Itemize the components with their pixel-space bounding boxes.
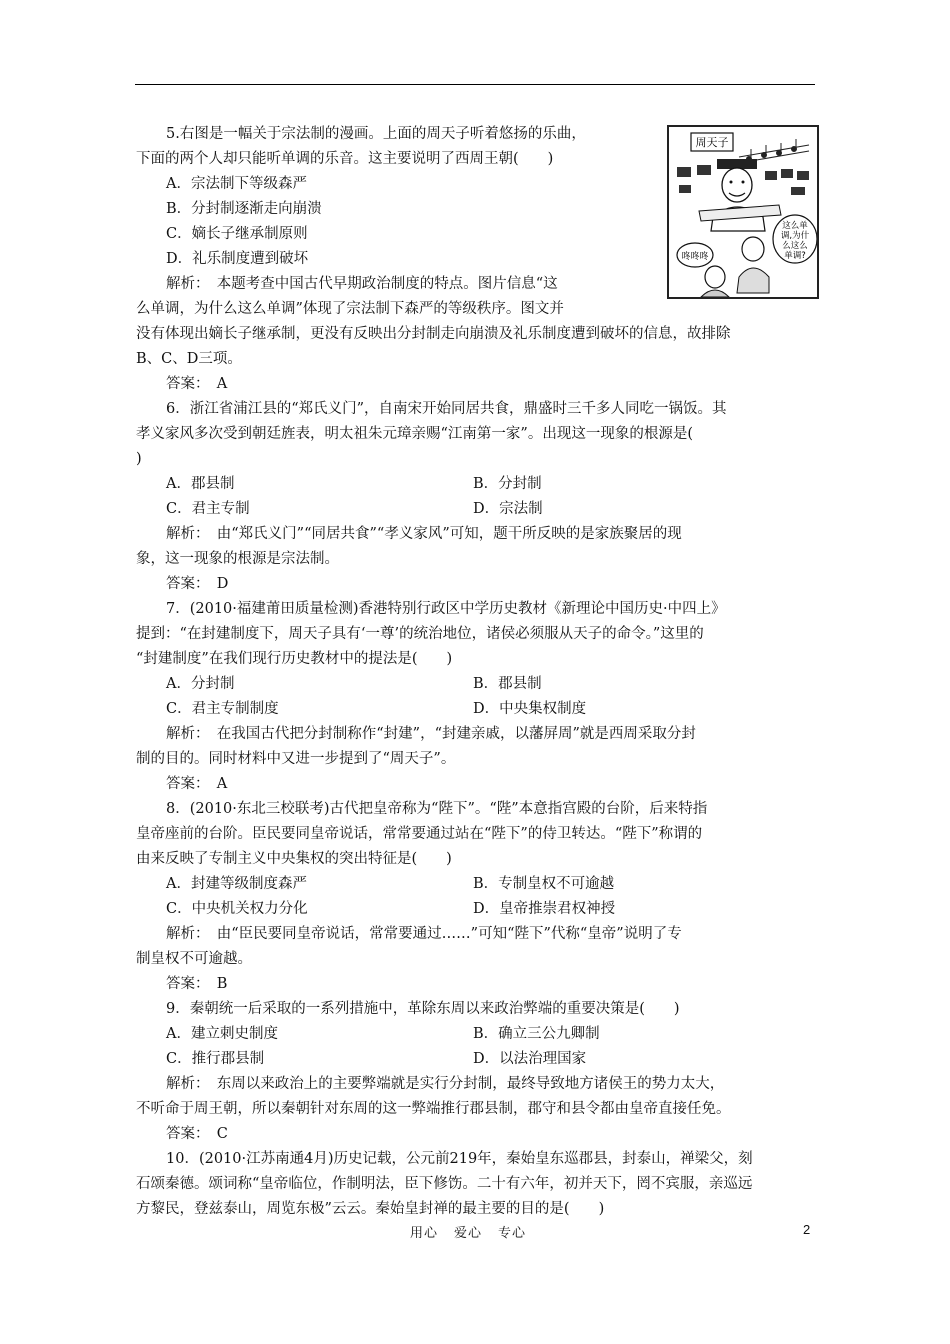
q5-answer: 答案： A	[166, 376, 228, 392]
q8-answer: 答案： B	[166, 976, 228, 992]
footer-motto-3: 专心	[498, 1226, 527, 1241]
q7-options-row-1	[136, 672, 816, 697]
header-rule	[135, 84, 815, 85]
q6-option-c: C．君主专制	[166, 501, 250, 517]
q5-option-b: B．分封制逐渐走向崩溃	[166, 201, 322, 217]
q5-analysis-line-2: 么单调，为什么这么单调”体现了宗法制下森严的等级秩序。图文并	[136, 301, 564, 317]
q9-option-d: D．以法治理国家	[473, 1051, 587, 1067]
document-body	[136, 122, 816, 1222]
q5-option-a: A．宗法制下等级森严	[166, 176, 307, 192]
footer-motto-1: 用心	[410, 1226, 439, 1241]
cartoon-bubble-right-2: 调,为什	[780, 231, 810, 241]
q8-stem-line-3: 由来反映了专制主义中央集权的突出特征是( )	[136, 851, 452, 867]
cartoon-bubble-right-3: 么这么	[782, 241, 808, 251]
q8-option-d: D．皇帝推崇君权神授	[473, 901, 616, 917]
q6-stem-line-3: )	[136, 451, 142, 467]
q9-analysis-line-2: 不听命于周王朝，所以秦朝针对东周的这一弊端推行郡县制，郡守和县令都由皇帝直接任免。	[136, 1101, 731, 1117]
q6-answer: 答案： D	[166, 576, 229, 592]
q6-analysis-line-2: 象，这一现象的根源是宗法制。	[136, 551, 339, 567]
q10-stem-line-1: 10．(2010·江苏南通4月)历史记载，公元前219年，秦始皇东巡郡县，封泰山，禅梁父，刻	[166, 1151, 753, 1167]
q7-option-c: C．君主专制制度	[166, 701, 279, 717]
q7-stem-line-2: 提到：“在封建制度下，周天子具有‘一尊’的统治地位，诸侯必须服从天子的命令。”这里的	[136, 626, 704, 642]
q6-stem-line-1: 6．浙江省浦江县的“郑氏义门”，自南宋开始同居共食，鼎盛时三千多人同吃一锅饭。其	[166, 401, 727, 417]
q5-stem-line-2: 下面的两个人却只能听单调的乐音。这主要说明了西周王朝( )	[136, 151, 554, 167]
cartoon-label-top: 周天子	[695, 136, 729, 149]
q10-stem-line-3: 方黎民，登兹泰山，周览东极”云云。秦始皇封禅的最主要的目的是( )	[136, 1201, 605, 1217]
q5-analysis-line-1: 解析： 本题考查中国古代早期政治制度的特点。图片信息“这	[166, 276, 558, 292]
q5-analysis-line-4: B、C、D三项。	[136, 351, 242, 367]
q8-options-row-1	[136, 872, 816, 897]
cartoon-bubble-left: 咚咚咚	[681, 252, 709, 262]
q8-analysis-line-2: 制皇权不可逾越。	[136, 951, 252, 967]
q6-analysis-line-1: 解析： 由“郑氏义门”“同居共食”“孝义家风”可知，题干所反映的是家族聚居的现	[166, 526, 682, 542]
q10-stem-line-2: 石颂秦德。颂词称“皇帝临位，作制明法，臣下修饬。二十有六年，初并天下，罔不宾服，亲巡远	[136, 1176, 753, 1192]
q8-option-c: C．中央机关权力分化	[166, 901, 308, 917]
q8-options-row-2	[136, 897, 816, 922]
q7-stem-line-3: “封建制度”在我们现行历史教材中的提法是( )	[136, 651, 453, 667]
page-number: 2	[803, 1222, 811, 1237]
q7-option-b: B．郡县制	[473, 676, 542, 692]
q7-options-row-2	[136, 697, 816, 722]
q7-analysis-line-1: 解析： 在我国古代把分封制称作“封建”，“封建亲戚，以藩屏周”就是西周采取分封	[166, 726, 696, 742]
cartoon-bubble-right-4: 单调?	[784, 251, 806, 261]
q9-option-b: B．确立三公九卿制	[473, 1026, 600, 1042]
q9-stem-line-1: 9．秦朝统一后采取的一系列措施中，革除东周以来政治弊端的重要决策是( )	[166, 1001, 680, 1017]
q6-option-b: B．分封制	[473, 476, 542, 492]
q8-stem-line-1: 8．(2010·东北三校联考)古代把皇帝称为“陛下”。“陛”本意指宫殿的台阶，后来特指	[166, 801, 708, 817]
q6-options-row-2	[136, 497, 816, 522]
q8-option-b: B．专制皇权不可逾越	[473, 876, 615, 892]
q9-options-row-2	[136, 1047, 816, 1072]
q7-option-d: D．中央集权制度	[473, 701, 587, 717]
q5-analysis-line-3: 没有体现出嫡长子继承制，更没有反映出分封制走向崩溃及礼乐制度遭到破坏的信息，故排除	[136, 326, 731, 342]
q7-analysis-line-2: 制的目的。同时材料中又进一步提到了“周天子”。	[136, 751, 456, 767]
cartoon-bubble-right-1: 这么单	[782, 221, 808, 231]
q8-analysis-line-1: 解析： 由“臣民要同皇帝说话，常常要通过……”可知“陛下”代称“皇帝”说明了专	[166, 926, 682, 942]
q7-option-a: A．分封制	[166, 676, 235, 692]
q9-answer: 答案： C	[166, 1126, 228, 1142]
q5-option-d: D．礼乐制度遭到破坏	[166, 251, 309, 267]
q8-stem-line-2: 皇帝座前的台阶。臣民要同皇帝说话，常常要通过站在“陛下”的侍卫转达。“陛下”称谓的	[136, 826, 703, 842]
q6-stem-line-2: 孝义家风多次受到朝廷旌表，明太祖朱元璋亲赐“江南第一家”。出现这一现象的根源是(	[136, 426, 693, 442]
q6-option-a: A．郡县制	[166, 476, 235, 492]
footer-motto-2: 爱心	[454, 1226, 483, 1241]
q7-stem-line-1: 7．(2010·福建莆田质量检测)香港特别行政区中学历史教材《新理论中国历史·中四上》	[166, 601, 726, 617]
q9-option-a: A．建立刺史制度	[166, 1026, 278, 1042]
q7-answer: 答案： A	[166, 776, 228, 792]
q6-option-d: D．宗法制	[473, 501, 543, 517]
q8-option-a: A．封建等级制度森严	[166, 876, 307, 892]
q5-option-c: C．嫡长子继承制原则	[166, 226, 308, 242]
footer-motto	[410, 1222, 526, 1241]
q9-analysis-line-1: 解析： 东周以来政治上的主要弊端就是实行分封制，最终导致地方诸侯王的势力太大，	[166, 1076, 725, 1092]
q9-options-row-1	[136, 1022, 816, 1047]
q5-stem-line-1: 5.右图是一幅关于宗法制的漫画。上面的周天子听着悠扬的乐曲，	[166, 126, 586, 142]
q6-options-row-1	[136, 472, 816, 497]
q9-option-c: C．推行郡县制	[166, 1051, 265, 1067]
page-footer	[0, 1222, 950, 1244]
